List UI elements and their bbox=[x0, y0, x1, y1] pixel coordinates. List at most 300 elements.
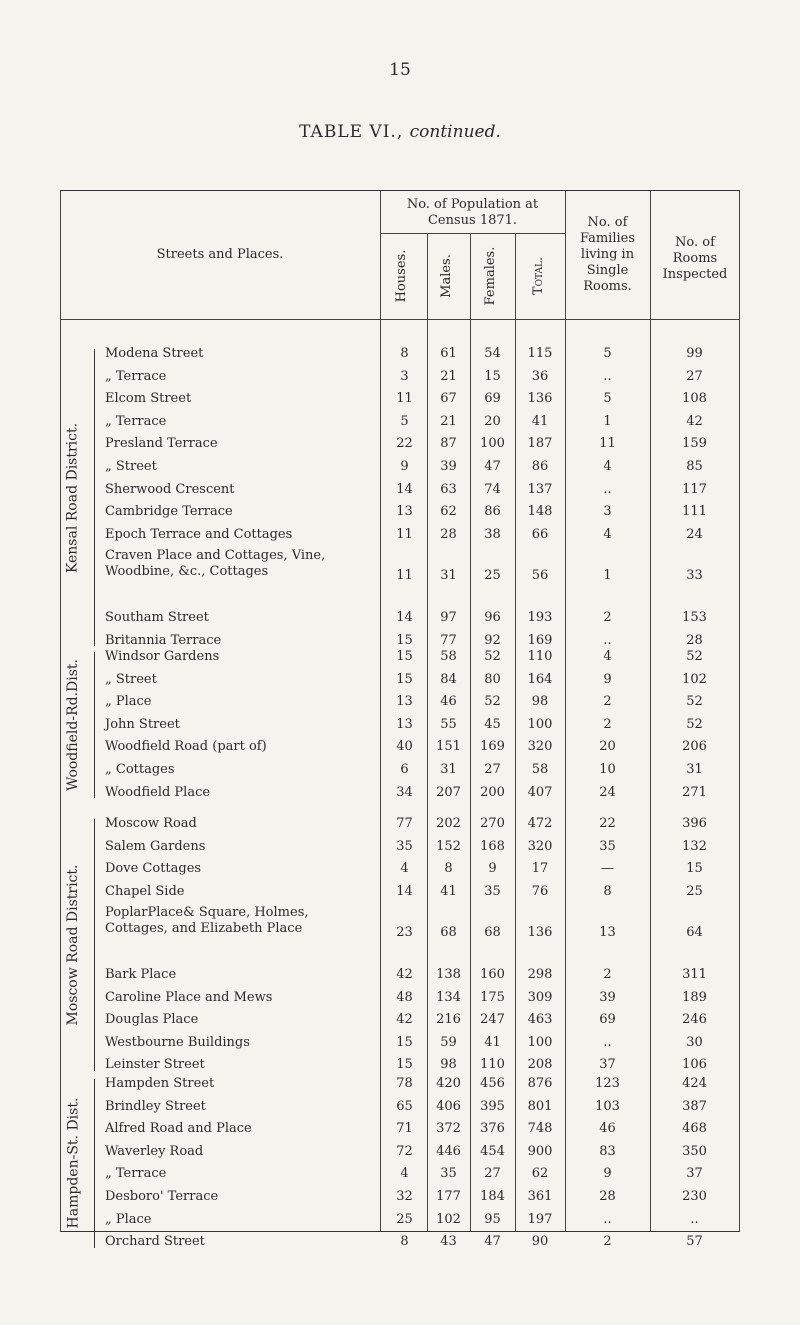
cell-total: 137 bbox=[527, 481, 553, 497]
cell-rooms: 153 bbox=[682, 610, 707, 625]
cell-families: — bbox=[601, 861, 614, 877]
cell-females: 52 bbox=[484, 649, 501, 664]
cell-total: 17 bbox=[531, 861, 549, 877]
population-table bbox=[60, 190, 740, 1250]
cell-females: 20 bbox=[484, 413, 501, 429]
cell-females: 169 bbox=[480, 739, 505, 755]
cell-families: 2 bbox=[603, 1234, 612, 1250]
cell-rooms: 108 bbox=[682, 391, 707, 407]
cell-families: 46 bbox=[599, 1121, 616, 1137]
district-label: Kensal Road District. bbox=[65, 422, 81, 573]
cell-males: 134 bbox=[436, 989, 461, 1005]
cell-total: 41 bbox=[531, 413, 549, 429]
cell-total: 187 bbox=[527, 436, 553, 452]
cell-females: 110 bbox=[480, 1057, 505, 1073]
cell-total: 110 bbox=[527, 649, 553, 664]
header-rule bbox=[380, 233, 565, 234]
header-population: No. of Population at Census 1871. bbox=[406, 197, 539, 228]
cell-females: 38 bbox=[484, 526, 501, 542]
cell-total: 900 bbox=[527, 1143, 553, 1159]
cell-houses: 35 bbox=[396, 838, 413, 854]
cell-rooms: 28 bbox=[686, 632, 703, 648]
cell-rooms: 52 bbox=[686, 694, 703, 710]
cell-houses: 71 bbox=[396, 1121, 413, 1137]
cell-families: 2 bbox=[603, 610, 612, 625]
table-row bbox=[60, 388, 740, 411]
cell-houses: 11 bbox=[396, 391, 413, 407]
cell-families: 4 bbox=[603, 459, 612, 474]
cell-males: 97 bbox=[440, 610, 457, 625]
cell-total: 66 bbox=[531, 526, 549, 542]
cell-houses: 34 bbox=[396, 784, 413, 800]
cell-total: 148 bbox=[527, 504, 553, 520]
cell-houses: 14 bbox=[396, 610, 413, 625]
street-name: Salem Gardens bbox=[105, 838, 206, 854]
street-name: „ Terrace bbox=[105, 413, 167, 429]
cell-males: 67 bbox=[440, 391, 457, 407]
table-row bbox=[60, 669, 740, 692]
cell-houses: 4 bbox=[400, 861, 409, 877]
cell-houses: 72 bbox=[396, 1143, 413, 1159]
cell-females: 86 bbox=[484, 504, 501, 520]
table-title-main: TABLE VI., bbox=[299, 122, 404, 142]
cell-families: 2 bbox=[603, 694, 612, 710]
cell-males: 63 bbox=[440, 481, 457, 497]
cell-males: 39 bbox=[440, 459, 457, 474]
cell-houses: 78 bbox=[396, 1076, 413, 1091]
cell-total: 320 bbox=[527, 739, 553, 755]
cell-families: 69 bbox=[599, 1012, 616, 1028]
cell-families: .. bbox=[603, 1211, 612, 1227]
cell-females: 456 bbox=[480, 1076, 505, 1091]
cell-rooms: 111 bbox=[682, 504, 707, 520]
cell-males: 151 bbox=[436, 739, 461, 755]
table-row bbox=[60, 1186, 740, 1209]
table-row bbox=[60, 411, 740, 434]
street-name: Westbourne Buildings bbox=[105, 1034, 250, 1050]
cell-females: 45 bbox=[484, 716, 501, 732]
cell-total: 58 bbox=[531, 762, 549, 777]
cell-females: 200 bbox=[480, 784, 505, 800]
cell-total: 801 bbox=[527, 1098, 553, 1114]
cell-families: .. bbox=[603, 632, 612, 648]
cell-males: 420 bbox=[436, 1076, 461, 1091]
table-row bbox=[60, 1118, 740, 1141]
street-name: Cambridge Terrace bbox=[105, 504, 233, 520]
cell-rooms: 206 bbox=[682, 739, 707, 755]
table-row bbox=[60, 691, 740, 714]
cell-males: 21 bbox=[440, 368, 457, 384]
cell-houses: 15 bbox=[396, 1057, 413, 1073]
header-families: No. of Families living in Single Rooms. bbox=[579, 215, 636, 294]
cell-families: 28 bbox=[599, 1189, 616, 1204]
cell-houses: 42 bbox=[396, 967, 413, 982]
cell-females: 454 bbox=[480, 1143, 505, 1159]
street-name: Caroline Place and Mews bbox=[105, 989, 273, 1005]
table-row bbox=[60, 456, 740, 479]
cell-males: 8 bbox=[444, 861, 453, 877]
cell-total: 298 bbox=[527, 967, 553, 982]
table-row bbox=[60, 501, 740, 524]
cell-females: 100 bbox=[480, 436, 505, 452]
table-row bbox=[60, 1073, 740, 1096]
cell-houses: 4 bbox=[400, 1166, 409, 1182]
cell-houses: 14 bbox=[396, 481, 413, 497]
cell-total: 169 bbox=[527, 632, 553, 648]
cell-houses: 6 bbox=[400, 762, 409, 777]
street-name: Waverley Road bbox=[105, 1143, 204, 1159]
table-row bbox=[60, 343, 740, 366]
table-row bbox=[60, 1096, 740, 1119]
cell-rooms: 424 bbox=[682, 1076, 707, 1091]
table-row bbox=[60, 836, 740, 859]
cell-females: 27 bbox=[484, 1166, 501, 1182]
table-row bbox=[60, 903, 740, 964]
cell-females: 25 bbox=[484, 567, 501, 583]
table-title bbox=[0, 122, 800, 142]
cell-total: 56 bbox=[531, 567, 549, 583]
cell-females: 27 bbox=[484, 762, 501, 777]
street-name: „ Terrace bbox=[105, 1166, 167, 1182]
cell-males: 35 bbox=[440, 1166, 457, 1182]
cell-females: 68 bbox=[484, 924, 501, 940]
cell-rooms: 27 bbox=[686, 368, 703, 384]
cell-females: 168 bbox=[480, 838, 505, 854]
header-streets: Streets and Places. bbox=[156, 247, 284, 262]
table-row bbox=[60, 366, 740, 389]
page-number: 15 bbox=[389, 60, 411, 80]
cell-families: 8 bbox=[603, 883, 612, 899]
cell-total: 197 bbox=[527, 1211, 553, 1227]
cell-families: 1 bbox=[603, 413, 612, 429]
street-name: Southam Street bbox=[105, 610, 209, 625]
street-name: Craven Place and Cottages, Vine, Woodbine, &c., Cottages bbox=[105, 548, 326, 580]
cell-total: 193 bbox=[527, 610, 553, 625]
street-name: John Street bbox=[105, 716, 180, 732]
cell-males: 31 bbox=[440, 762, 457, 777]
cell-total: 472 bbox=[527, 816, 553, 831]
cell-rooms: .. bbox=[690, 1211, 699, 1227]
cell-males: 68 bbox=[440, 924, 457, 940]
table-row bbox=[60, 782, 740, 805]
cell-males: 21 bbox=[440, 413, 457, 429]
cell-males: 152 bbox=[436, 838, 461, 854]
street-name: „ Cottages bbox=[105, 762, 175, 777]
cell-total: 876 bbox=[527, 1076, 553, 1091]
cell-rooms: 30 bbox=[686, 1034, 703, 1050]
district-label: Hampden-St. Dist. bbox=[65, 1097, 82, 1229]
street-name: Woodfield Road (part of) bbox=[105, 739, 267, 755]
cell-houses: 11 bbox=[396, 567, 413, 583]
cell-families: 4 bbox=[603, 526, 612, 542]
cell-rooms: 132 bbox=[682, 838, 707, 854]
cell-rooms: 350 bbox=[682, 1143, 707, 1159]
cell-rooms: 387 bbox=[682, 1098, 707, 1114]
cell-males: 406 bbox=[436, 1098, 461, 1114]
cell-total: 136 bbox=[527, 391, 553, 407]
cell-rooms: 15 bbox=[686, 861, 703, 877]
table-row bbox=[60, 1009, 740, 1032]
cell-females: 96 bbox=[484, 610, 501, 625]
cell-rooms: 189 bbox=[682, 989, 707, 1005]
street-name: „ Place bbox=[105, 694, 152, 710]
cell-families: 2 bbox=[603, 967, 612, 982]
cell-total: 90 bbox=[531, 1234, 549, 1250]
table-row bbox=[60, 546, 740, 607]
cell-houses: 32 bbox=[396, 1189, 413, 1204]
cell-females: 80 bbox=[484, 671, 501, 687]
cell-total: 100 bbox=[527, 1034, 553, 1050]
cell-houses: 15 bbox=[396, 649, 413, 664]
cell-rooms: 42 bbox=[686, 413, 703, 429]
street-name: Bark Place bbox=[105, 967, 177, 982]
cell-males: 59 bbox=[440, 1034, 457, 1050]
cell-rooms: 24 bbox=[686, 526, 703, 542]
cell-total: 748 bbox=[527, 1121, 553, 1137]
cell-families: 103 bbox=[595, 1098, 620, 1114]
cell-males: 84 bbox=[440, 671, 457, 687]
cell-families: .. bbox=[603, 1034, 612, 1050]
street-name: „ Street bbox=[105, 459, 157, 474]
cell-total: 115 bbox=[527, 346, 553, 361]
table-row bbox=[60, 1163, 740, 1186]
cell-families: 9 bbox=[603, 671, 612, 687]
street-name: Brindley Street bbox=[105, 1098, 206, 1114]
cell-houses: 8 bbox=[400, 346, 409, 361]
cell-families: 123 bbox=[595, 1076, 620, 1091]
cell-males: 202 bbox=[436, 816, 461, 831]
cell-males: 177 bbox=[436, 1189, 461, 1204]
cell-houses: 22 bbox=[396, 436, 413, 452]
cell-females: 9 bbox=[488, 861, 497, 877]
cell-females: 52 bbox=[484, 694, 501, 710]
street-name: Epoch Terrace and Cottages bbox=[105, 526, 293, 542]
cell-families: 9 bbox=[603, 1166, 612, 1182]
cell-rooms: 64 bbox=[686, 924, 703, 940]
cell-rooms: 33 bbox=[686, 567, 703, 583]
cell-families: 35 bbox=[599, 838, 616, 854]
cell-houses: 48 bbox=[396, 989, 413, 1005]
cell-families: 3 bbox=[603, 504, 612, 520]
cell-families: 13 bbox=[599, 924, 616, 940]
cell-females: 74 bbox=[484, 481, 501, 497]
cell-families: .. bbox=[603, 368, 612, 384]
street-name: Presland Terrace bbox=[105, 436, 218, 452]
cell-males: 372 bbox=[436, 1121, 461, 1137]
street-name: Hampden Street bbox=[105, 1076, 215, 1091]
cell-families: 5 bbox=[603, 346, 612, 361]
cell-total: 100 bbox=[527, 716, 553, 732]
cell-females: 69 bbox=[484, 391, 501, 407]
cell-males: 43 bbox=[440, 1234, 457, 1250]
cell-total: 208 bbox=[527, 1057, 553, 1073]
cell-families: 39 bbox=[599, 989, 616, 1005]
cell-rooms: 159 bbox=[682, 436, 707, 452]
cell-houses: 40 bbox=[396, 739, 413, 755]
cell-males: 216 bbox=[436, 1012, 461, 1028]
cell-males: 207 bbox=[436, 784, 461, 800]
cell-houses: 15 bbox=[396, 671, 413, 687]
cell-females: 54 bbox=[484, 346, 501, 361]
district-brace bbox=[94, 349, 95, 646]
cell-males: 55 bbox=[440, 716, 457, 732]
header-houses: Houses. bbox=[394, 249, 409, 303]
street-name: „ Place bbox=[105, 1211, 152, 1227]
cell-families: 1 bbox=[603, 567, 612, 583]
street-name: Britannia Terrace bbox=[105, 632, 222, 648]
cell-females: 47 bbox=[484, 459, 501, 474]
cell-females: 376 bbox=[480, 1121, 505, 1137]
cell-rooms: 396 bbox=[682, 816, 707, 831]
cell-total: 36 bbox=[531, 368, 549, 384]
street-name: Woodfield Place bbox=[105, 784, 211, 800]
header-males: Males. bbox=[439, 254, 454, 298]
cell-females: 160 bbox=[480, 967, 505, 982]
cell-families: 20 bbox=[599, 739, 616, 755]
cell-houses: 3 bbox=[400, 368, 409, 384]
table-row bbox=[60, 479, 740, 502]
cell-houses: 65 bbox=[396, 1098, 413, 1114]
cell-total: 62 bbox=[531, 1166, 549, 1182]
cell-houses: 14 bbox=[396, 883, 413, 899]
street-name: Sherwood Crescent bbox=[105, 481, 235, 497]
cell-houses: 11 bbox=[396, 526, 413, 542]
cell-total: 76 bbox=[531, 883, 549, 899]
street-name: Orchard Street bbox=[105, 1234, 205, 1250]
cell-families: 5 bbox=[603, 391, 612, 407]
district-brace bbox=[94, 652, 95, 798]
cell-rooms: 99 bbox=[686, 346, 703, 361]
cell-rooms: 52 bbox=[686, 649, 703, 664]
cell-families: 22 bbox=[599, 816, 616, 831]
street-name: Modena Street bbox=[105, 346, 204, 361]
cell-females: 175 bbox=[480, 989, 505, 1005]
cell-rooms: 102 bbox=[682, 671, 707, 687]
street-name: Moscow Road bbox=[105, 816, 197, 831]
cell-houses: 42 bbox=[396, 1012, 413, 1028]
street-name: PoplarPlace& Square, Holmes, Cottages, and Elizabeth Place bbox=[105, 905, 309, 937]
header-females: Females. bbox=[483, 246, 498, 306]
cell-houses: 5 bbox=[400, 413, 409, 429]
table-row bbox=[60, 759, 740, 782]
cell-rooms: 57 bbox=[686, 1234, 703, 1250]
cell-females: 270 bbox=[480, 816, 505, 831]
cell-rooms: 37 bbox=[686, 1166, 703, 1182]
cell-families: 83 bbox=[599, 1143, 616, 1159]
cell-females: 95 bbox=[484, 1211, 501, 1227]
cell-families: 37 bbox=[599, 1057, 616, 1073]
cell-males: 446 bbox=[436, 1143, 461, 1159]
cell-rooms: 311 bbox=[682, 967, 707, 982]
cell-rooms: 271 bbox=[682, 784, 707, 800]
cell-rooms: 106 bbox=[682, 1057, 707, 1073]
cell-males: 77 bbox=[440, 632, 457, 648]
table-row bbox=[60, 813, 740, 836]
street-name: Douglas Place bbox=[105, 1012, 199, 1028]
table-row bbox=[60, 736, 740, 759]
cell-houses: 15 bbox=[396, 632, 413, 648]
cell-houses: 15 bbox=[396, 1034, 413, 1050]
table-row bbox=[60, 987, 740, 1010]
cell-total: 309 bbox=[527, 989, 553, 1005]
cell-total: 407 bbox=[527, 784, 553, 800]
table-row bbox=[60, 1209, 740, 1232]
table-row bbox=[60, 1141, 740, 1164]
district-brace bbox=[94, 1079, 95, 1248]
table-row bbox=[60, 433, 740, 456]
district-brace bbox=[94, 819, 95, 1071]
cell-rooms: 117 bbox=[682, 481, 707, 497]
cell-rooms: 230 bbox=[682, 1189, 707, 1204]
table-row bbox=[60, 646, 740, 669]
cell-total: 86 bbox=[531, 459, 549, 474]
street-name: Alfred Road and Place bbox=[105, 1121, 252, 1137]
cell-females: 47 bbox=[484, 1234, 501, 1250]
street-name: Desboro' Terrace bbox=[105, 1189, 219, 1204]
street-name: Leinster Street bbox=[105, 1057, 205, 1073]
cell-females: 395 bbox=[480, 1098, 505, 1114]
cell-rooms: 52 bbox=[686, 716, 703, 732]
cell-houses: 13 bbox=[396, 694, 413, 710]
district-label: Moscow Road District. bbox=[65, 864, 81, 1026]
cell-total: 98 bbox=[531, 694, 549, 710]
cell-families: 2 bbox=[603, 716, 612, 732]
cell-houses: 77 bbox=[396, 816, 413, 831]
header-total: Total. bbox=[531, 256, 546, 296]
cell-males: 87 bbox=[440, 436, 457, 452]
cell-males: 28 bbox=[440, 526, 457, 542]
table-row bbox=[60, 607, 740, 630]
cell-females: 184 bbox=[480, 1189, 505, 1204]
cell-total: 320 bbox=[527, 838, 553, 854]
cell-males: 102 bbox=[436, 1211, 461, 1227]
cell-males: 41 bbox=[440, 883, 457, 899]
cell-houses: 25 bbox=[396, 1211, 413, 1227]
header-rooms: No. of Rooms Inspected bbox=[662, 235, 728, 282]
cell-males: 58 bbox=[440, 649, 457, 664]
table-row bbox=[60, 524, 740, 547]
cell-females: 92 bbox=[484, 632, 501, 648]
cell-females: 15 bbox=[484, 368, 501, 384]
cell-houses: 23 bbox=[396, 924, 413, 940]
cell-houses: 9 bbox=[400, 459, 409, 474]
cell-rooms: 246 bbox=[682, 1012, 707, 1028]
cell-females: 247 bbox=[480, 1012, 505, 1028]
street-name: „ Street bbox=[105, 671, 157, 687]
cell-families: 11 bbox=[599, 436, 616, 452]
table-row bbox=[60, 714, 740, 737]
cell-males: 31 bbox=[440, 567, 457, 583]
street-name: Dove Cottages bbox=[105, 861, 202, 877]
cell-families: 24 bbox=[599, 784, 616, 800]
cell-total: 361 bbox=[527, 1189, 553, 1204]
cell-families: 10 bbox=[599, 762, 616, 777]
cell-females: 35 bbox=[484, 883, 501, 899]
cell-rooms: 85 bbox=[686, 459, 703, 474]
header-rule bbox=[60, 319, 740, 320]
table-row bbox=[60, 1231, 740, 1254]
cell-males: 46 bbox=[440, 694, 457, 710]
table-row bbox=[60, 858, 740, 881]
table-title-suffix: continued. bbox=[409, 122, 501, 142]
table-row bbox=[60, 964, 740, 987]
cell-rooms: 468 bbox=[682, 1121, 707, 1137]
cell-females: 41 bbox=[484, 1034, 501, 1050]
street-name: Chapel Side bbox=[105, 883, 185, 899]
cell-males: 98 bbox=[440, 1057, 457, 1073]
cell-families: .. bbox=[603, 481, 612, 497]
cell-total: 463 bbox=[527, 1012, 553, 1028]
